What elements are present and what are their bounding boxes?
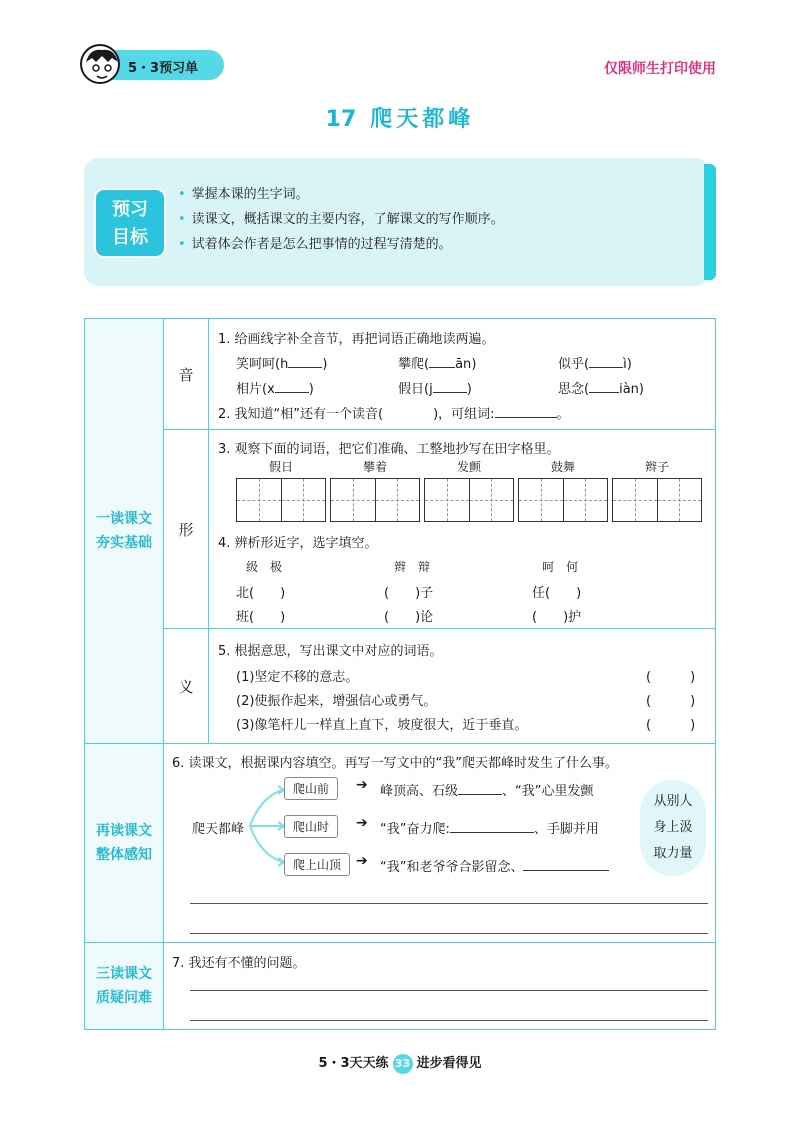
question-5: 5. 根据意思，写出课文中对应的词语。 [218,644,443,659]
answer-blank[interactable] [288,367,322,368]
bullet-icon: • [178,237,186,252]
tianzi-grid[interactable] [236,478,326,522]
question-3: 3. 观察下面的词语，把它们准确、工整地抄写在田字格里。 [218,442,560,457]
answer-blank[interactable] [458,794,502,795]
stage-text-b: 、手脚并用 [533,822,599,837]
writing-line[interactable] [190,903,708,904]
answer-blank[interactable] [429,367,455,368]
mascot-icon [80,44,120,84]
bubble-line: 身上汲 [653,820,693,835]
sound-label: 音 [163,318,209,430]
pinyin-hint: ān [455,357,472,372]
fill-choice[interactable]: 北( ) [236,586,286,601]
section1-label-line1: 一读课文 [96,511,152,527]
fill-choice[interactable]: ( )子 [384,586,434,601]
word-text: 似乎 [558,357,585,372]
meaning-item: (2)使振作起来，增强信心或勇气。 [236,694,437,709]
stage-text-b: 、“我”心里发颤 [502,784,594,799]
answer-blank[interactable] [589,392,619,393]
arrow-right-icon: ➔ [356,777,368,793]
stage-text-a: 峰顶高、石级 [380,784,459,799]
answer-blank[interactable] [523,870,609,871]
stage-text-a: “我”和老爷爷合影留念、 [380,860,524,875]
section1-label [84,318,164,744]
q2-text-b: )，可组词: [433,407,495,422]
stage-text-a: “我”奋力爬: [380,822,450,837]
objective-item [178,207,504,232]
word-entry: 思念( iàn) [558,382,644,397]
question-4: 4. 辨析形近字，选字填空。 [218,536,378,551]
arrow-right-icon: ➔ [356,815,368,831]
word-entry: 笑呵呵(h ) [236,357,328,372]
copy-word: 假日 [268,460,293,474]
q2-text-a: 2. 我知道“相”还有一个读音( [218,407,384,422]
arrow-right-icon: ➔ [356,853,368,869]
objectives-tab [94,188,166,258]
meaning-item: (3)像笔杆儿一样直上直下，坡度很大，近于垂直。 [236,718,528,733]
fill-choice[interactable]: ( )论 [384,610,434,625]
stage-box: 爬山时 [284,815,338,838]
objective-text: 试着体会作者是怎么把事情的过程写清楚的。 [191,237,452,252]
lesson-number: 17 [325,107,357,132]
fill-choice[interactable]: ( )护 [532,610,582,625]
fill-choice[interactable]: 任( ) [532,586,582,601]
answer-paren[interactable]: ( ) [646,718,696,733]
pinyin-hint: x [267,382,275,397]
section2-block [163,743,716,943]
q2-text-c: 。 [556,407,570,422]
stage-text [380,818,599,837]
objective-text: 掌握本课的生字词。 [191,187,309,202]
bubble-line: 从别人 [653,794,693,809]
flow-root: 爬天都峰 [192,822,245,837]
objective-item [178,232,504,257]
section2-label-line2: 整体感知 [96,847,152,863]
footer-brand: 5・3天天练 [318,1056,389,1071]
writing-line[interactable] [190,1020,708,1021]
writing-line[interactable] [190,990,708,991]
char-pair: 级 极 [246,560,283,574]
objectives-tab-line1: 预习 [112,199,148,220]
word-entry: 假日(j ) [398,382,472,397]
branch-arrows-icon [248,782,288,872]
question-6: 6. 读课文，根据课内容填空。再写一写文中的“我”爬天都峰时发生了什么事。 [172,756,619,771]
fill-choice[interactable]: 班( ) [236,610,286,625]
pinyin-hint: iàn [619,382,639,397]
copy-word: 发颤 [456,460,481,474]
word-entry: 相片(x ) [236,382,314,397]
section3-label-line2: 质疑问难 [96,990,152,1006]
writing-line[interactable] [190,933,708,934]
theme-bubble [640,780,706,876]
word-text: 相片 [236,382,263,397]
answer-blank[interactable] [275,392,309,393]
answer-blank[interactable] [433,392,467,393]
word-entry: 似乎( ì) [558,357,632,372]
question-2 [218,403,570,422]
bubble-line: 取力量 [653,846,693,861]
section2-label-line1: 再读课文 [96,823,152,839]
char-pair: 辫 辩 [394,560,431,574]
tianzi-grid[interactable] [612,478,702,522]
section1-label-line2: 夯实基础 [96,535,152,551]
bullet-icon: • [178,212,186,227]
stage-box: 爬山前 [284,777,338,800]
brand-label: 5・3预习单 [128,61,199,76]
question-7: 7. 我还有不懂的问题。 [172,956,306,971]
objectives-accent-bar [704,164,716,280]
answer-blank[interactable] [450,832,534,833]
objective-text: 读课文，概括课文的主要内容，了解课文的写作顺序。 [191,212,504,227]
objectives-list [178,182,504,257]
answer-paren[interactable]: ( ) [646,670,696,685]
meaning-label: 义 [163,628,209,744]
pinyin-hint: j [429,382,433,397]
char-pair: 呵 何 [542,560,579,574]
copy-word: 鼓舞 [550,460,575,474]
footer [0,1052,800,1074]
meaning-item: (1)坚定不移的意志。 [236,670,359,685]
bullet-icon: • [178,187,186,202]
pinyin-hint: h [280,357,289,372]
answer-paren[interactable]: ( ) [646,694,696,709]
answer-blank[interactable] [589,367,623,368]
question-1: 1. 给画线字补全音节，再把词语正确地读两遍。 [218,332,495,347]
lesson-name: 爬天都峰 [370,107,475,132]
objective-item [178,182,504,207]
tianzi-grid[interactable] [518,478,608,522]
footer-slogan: 进步看得见 [416,1056,482,1071]
word-text: 思念 [558,382,585,397]
section2-label [84,743,164,943]
word-entry: 攀爬( ān) [398,357,477,372]
section3-label-line1: 三读课文 [96,966,152,982]
tianzi-grid[interactable] [330,478,420,522]
lesson-title [0,102,800,133]
section3-label [84,942,164,1030]
shape-label: 形 [163,429,209,629]
stage-box: 爬上山顶 [284,853,350,876]
objectives-tab-line2: 目标 [112,227,148,248]
word-text: 攀爬 [398,357,425,372]
answer-blank[interactable] [495,417,557,418]
word-text: 假日 [398,382,425,397]
pinyin-hint: ì [623,357,627,372]
tianzi-grid[interactable] [424,478,514,522]
copy-word: 辫子 [644,460,669,474]
page-number: 33 [393,1054,413,1074]
word-text: 笑呵呵 [236,357,276,372]
copy-word: 攀着 [362,460,387,474]
stage-text [380,780,594,799]
print-note: 仅限师生打印使用 [604,61,716,77]
stage-text [380,856,609,875]
